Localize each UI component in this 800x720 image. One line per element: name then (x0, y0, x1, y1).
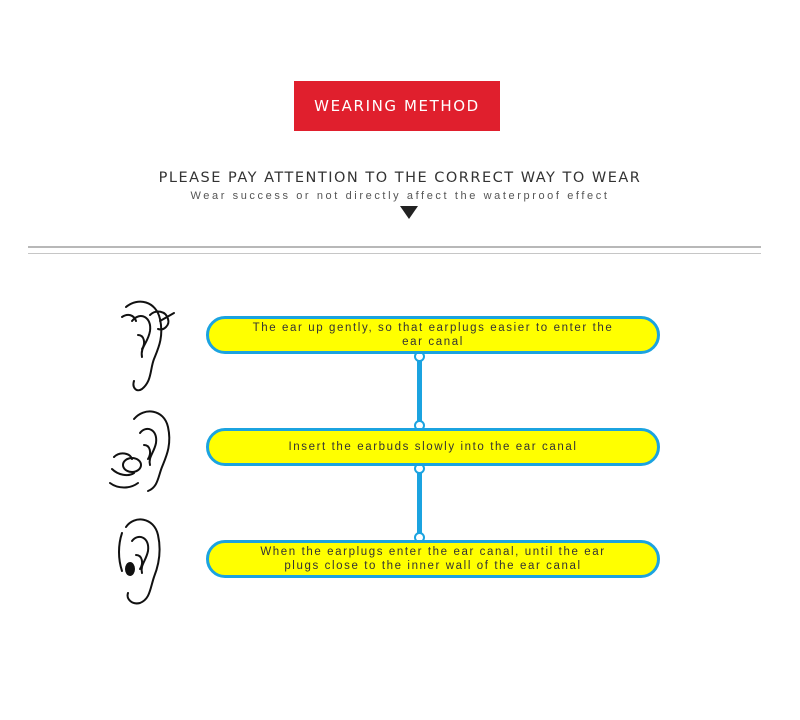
step-2-label: Insert the earbuds slowly into the ear canal (206, 428, 660, 466)
ear-inserted-icon (104, 511, 190, 611)
step-1-label: The ear up gently, so that earplugs easier to enter the ear canal (206, 316, 660, 354)
step-3-label: When the earplugs enter the ear canal, until the ear plugs close to the inner wall of the ear canal (206, 540, 660, 578)
down-arrow-icon (400, 206, 418, 219)
ear-insert-icon (104, 405, 200, 499)
page-title: PLEASE PAY ATTENTION TO THE CORRECT WAY TO WEAR (158, 170, 642, 186)
ear-pull-up-icon (92, 291, 192, 409)
page-subtitle: Wear success or not directly affect the waterproof effect (190, 190, 610, 202)
divider (28, 246, 761, 248)
divider (28, 253, 761, 254)
step-connector (417, 354, 422, 428)
step-connector (417, 466, 422, 540)
wearing-method-badge: WEARING METHOD (294, 81, 500, 131)
